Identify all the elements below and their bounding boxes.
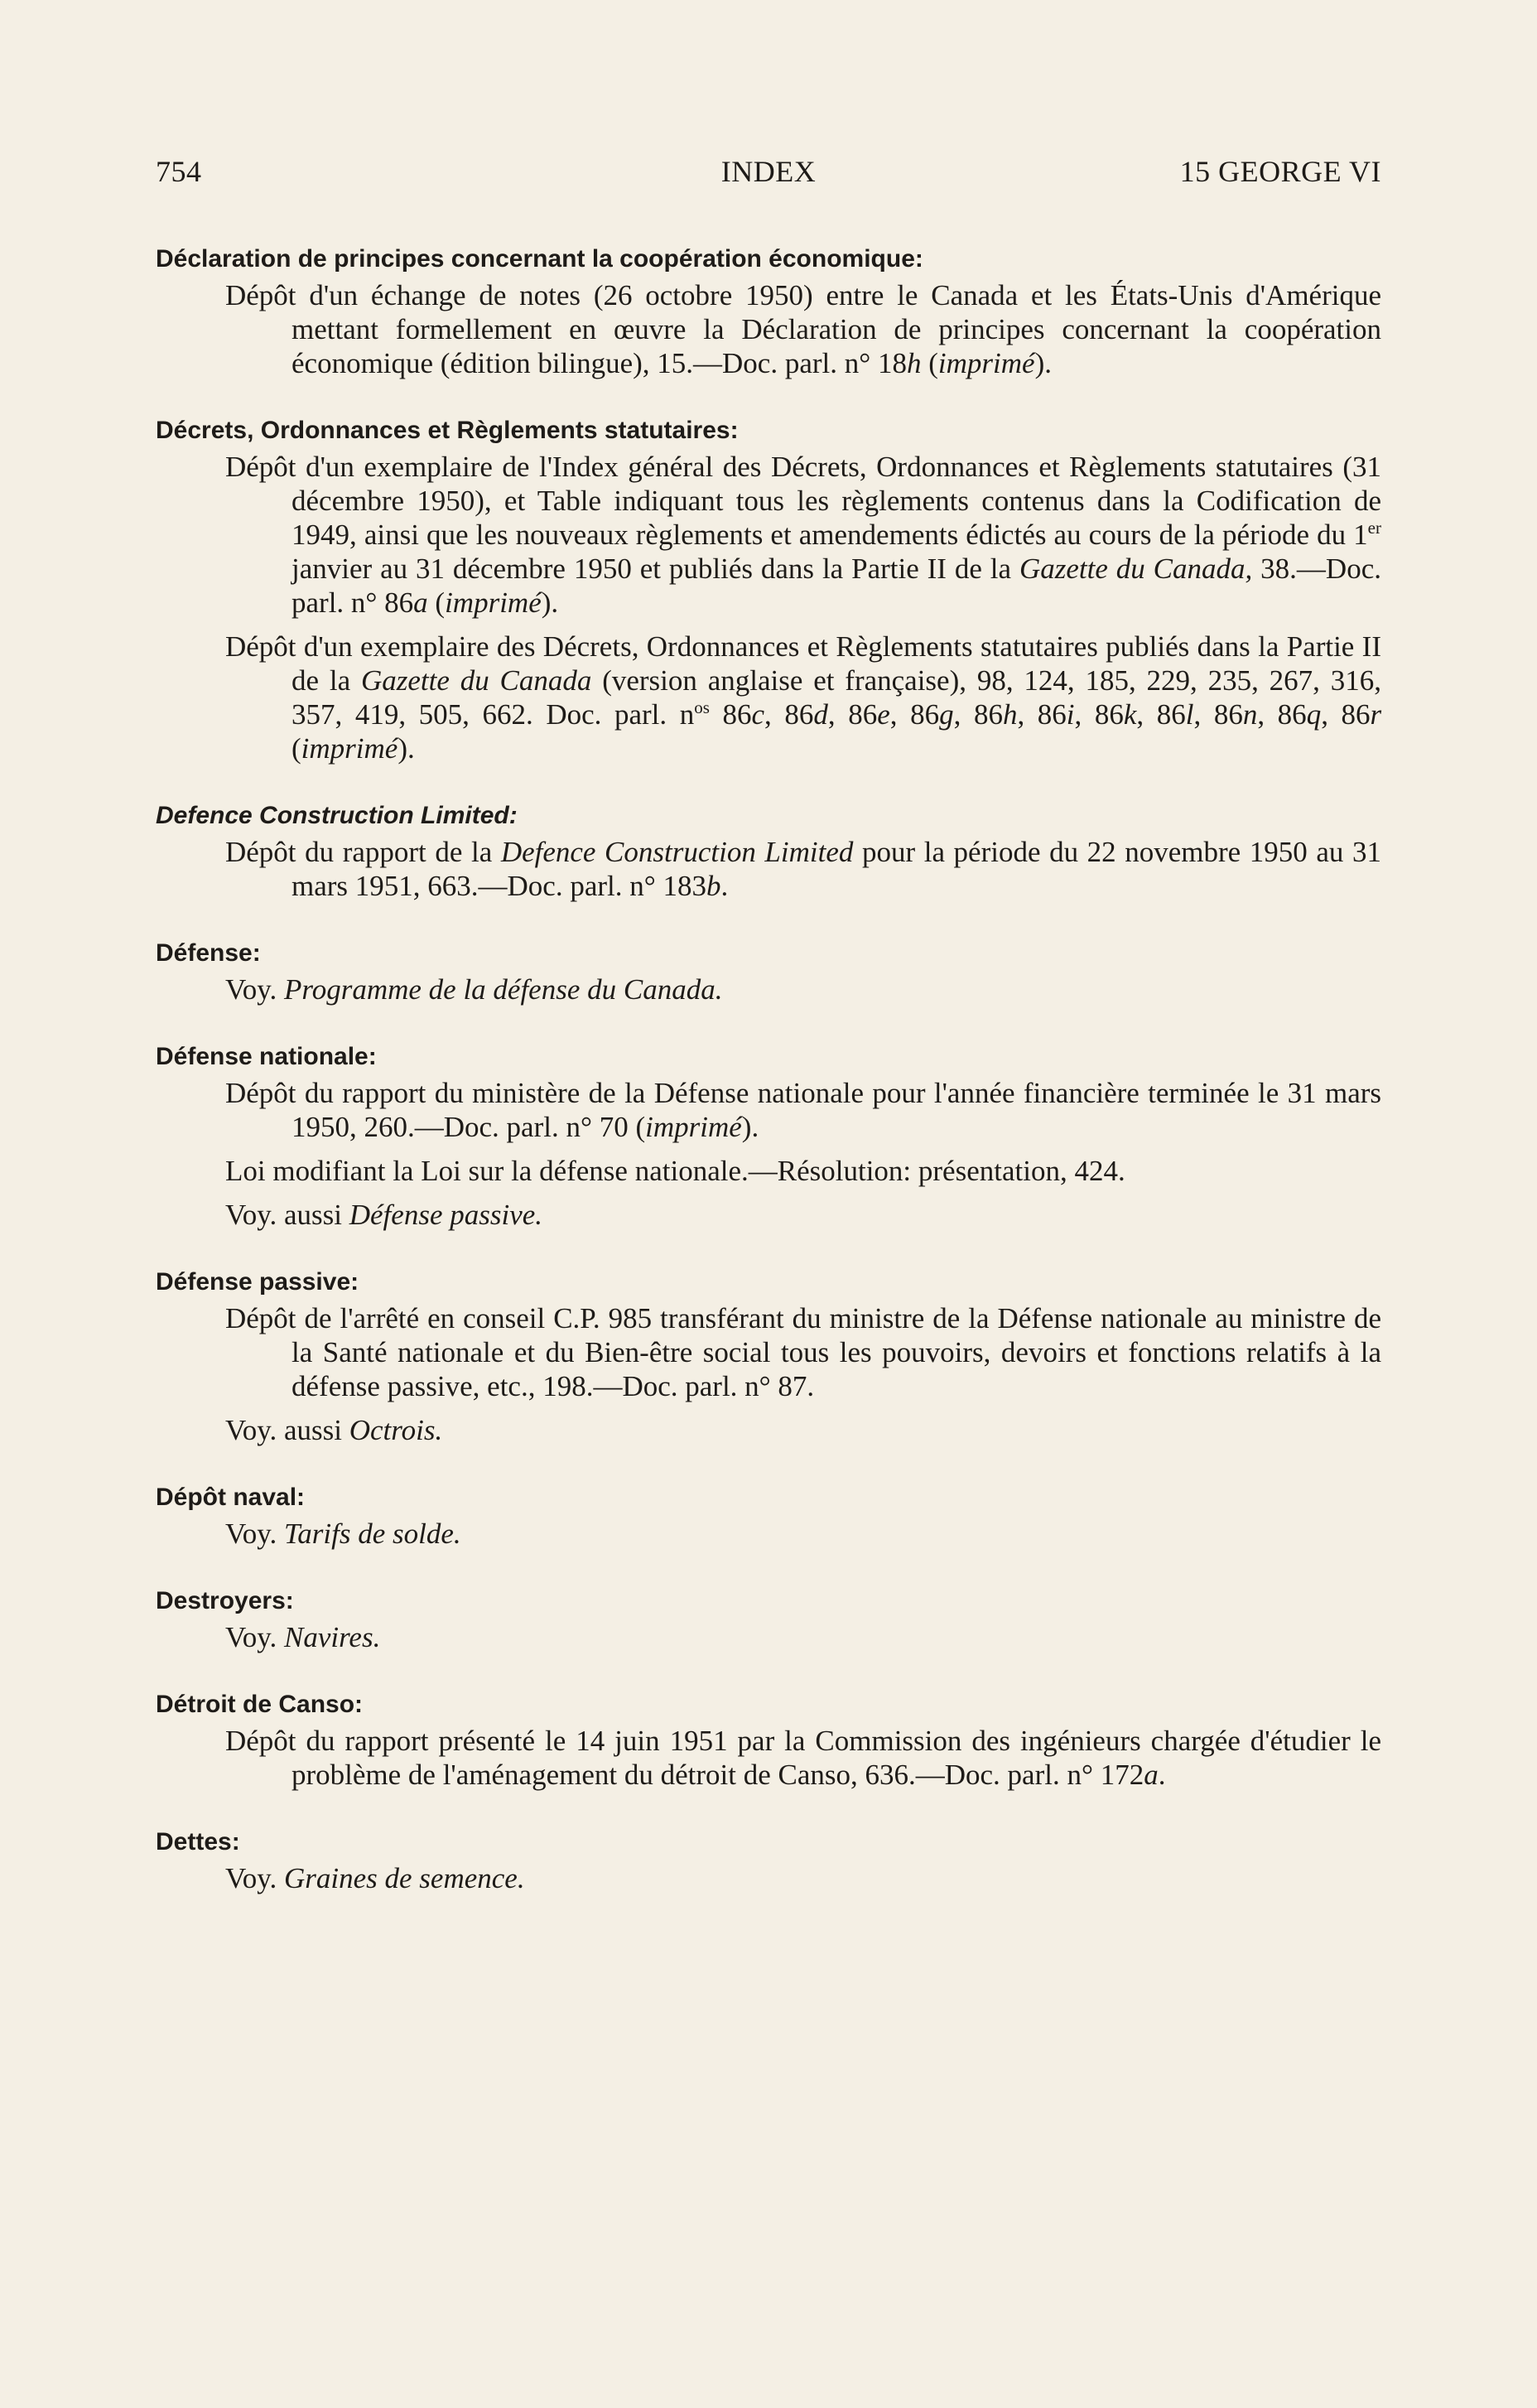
index-entry (156, 1825, 1381, 1895)
text-run: janvier au 31 décembre 1950 et publiés dans la Partie II de la (292, 553, 1019, 585)
text-run: , 86 (1136, 698, 1186, 731)
text-run: , 86 (889, 698, 940, 731)
entry-heading: Défense nationale: (156, 1043, 377, 1070)
italic-text: a (1144, 1759, 1159, 1791)
index-entry (156, 799, 1381, 903)
text-run: Voy. aussi (225, 1414, 349, 1446)
text-run: , 86 (1017, 698, 1067, 731)
text-run: Dépôt de l'arrêté en conseil C.P. 985 transférant du ministre de la Défense nationale au ministre de la Santé nationale et du Bien-être social tous les pouvoirs, devoirs et fonctions relatifs à la défense passive, etc., 198.—Doc. parl. n° 87. (225, 1302, 1381, 1402)
entry-paragraph (156, 450, 1381, 620)
entry-heading: Déclaration de principes concernant la coopération économique: (156, 245, 923, 273)
entry-paragraph (156, 1724, 1381, 1792)
entry-paragraph (156, 1413, 1381, 1447)
text-run: ( (292, 732, 301, 765)
text-run: Voy. (225, 1621, 284, 1653)
italic-text: Défense passive. (349, 1199, 543, 1231)
italic-text: Graines de semence. (284, 1862, 525, 1894)
text-run: 38.—Doc. parl. n° 86 (292, 553, 1381, 619)
text-run: Loi modifiant la Loi sur la défense nationale.—Résolution: présentation, 424. (225, 1155, 1125, 1187)
text-run: ). (398, 732, 415, 765)
reign-label: 15 GEORGE VI (1179, 155, 1381, 188)
index-entries (156, 242, 1381, 1928)
text-run: ). (1034, 347, 1052, 379)
italic-text: k (1123, 698, 1137, 731)
text-run: , 86 (1257, 698, 1307, 731)
entry-heading: Dépôt naval: (156, 1484, 306, 1511)
italic-text: imprimé (645, 1111, 742, 1143)
italic-text: l (1185, 698, 1194, 731)
text-run: , 86 (827, 698, 878, 731)
text-run: , 86 (1321, 698, 1371, 731)
entry-paragraph (156, 1198, 1381, 1232)
italic-text: r (1370, 698, 1382, 731)
italic-text: Defence Construction Limited (500, 836, 854, 868)
text-run: Dépôt du rapport du ministère de la Défense nationale pour l'année financière terminée le 31 mars 1950, 260.—Doc. parl. n° 70 ( (225, 1077, 1381, 1143)
index-entry (156, 242, 1381, 380)
entry-paragraph (156, 278, 1381, 380)
index-entry (156, 936, 1381, 1006)
text-run: ). (541, 586, 559, 619)
text-run: Voy. (225, 1862, 284, 1894)
entry-paragraph (156, 1076, 1381, 1144)
page-number: 754 (156, 155, 202, 188)
italic-text: Gazette du Canada, (1019, 553, 1253, 585)
index-entry (156, 413, 1381, 765)
entry-paragraph (156, 1517, 1381, 1551)
italic-text: a (413, 586, 428, 619)
italic-text: c (751, 698, 765, 731)
text-run: ( (921, 347, 938, 379)
entry-paragraph (156, 1154, 1381, 1188)
index-entry (156, 1584, 1381, 1654)
text-run: , 86 (764, 698, 814, 731)
index-entry (156, 1687, 1381, 1792)
superscript-text: er (1367, 518, 1381, 538)
text-run: Dépôt d'un exemplaire de l'Index général des Décrets, Ordonnances et Règlements statutaires (31 décembre 1950), et Table indiquant tous les règlements contenus dans la Codification de 1949, ainsi que les nouveaux règlements et amendements édictés au cours de la période du 1 (225, 451, 1381, 551)
text-run: . (720, 870, 729, 902)
italic-text: Programme de la défense du Canada. (284, 973, 723, 1006)
text-run: Voy. (225, 973, 284, 1006)
text-run: ( (427, 586, 446, 619)
italic-text: g (939, 698, 954, 731)
italic-text: Octrois. (349, 1414, 443, 1446)
text-run: pour la période du 22 novembre 1950 au 31 mars 1951, 663.—Doc. parl. n° 183 (292, 836, 1381, 902)
entry-paragraph (156, 972, 1381, 1006)
italic-text: e (877, 698, 890, 731)
entry-heading: Détroit de Canso: (156, 1691, 364, 1718)
italic-text: Navires. (284, 1621, 381, 1653)
italic-text: imprimé (445, 586, 542, 619)
entry-paragraph (156, 630, 1381, 765)
italic-text: q (1306, 698, 1322, 731)
entry-paragraph (156, 1861, 1381, 1895)
text-run: Dépôt d'un exemplaire des Décrets, Ordonnances et Règlements statutaires publiés dans la Partie II de la (225, 630, 1381, 697)
entry-heading: Dettes: (156, 1828, 240, 1855)
text-run: ). (741, 1111, 759, 1143)
entry-heading: Décrets, Ordonnances et Règlements statutaires: (156, 417, 739, 444)
entry-heading: Defence Construction Limited: (156, 802, 518, 829)
italic-text: imprimé (301, 732, 398, 765)
text-run: Dépôt d'un échange de notes (26 octobre 1950) entre le Canada et les États-Unis d'Amérique mettant formellement en œuvre la Déclaration de principes concernant la coopération économique (édition bilingue), 15.—Doc. parl. n° 18 (225, 279, 1381, 379)
italic-text: n (1242, 698, 1258, 731)
text-run: , 86 (1074, 698, 1124, 731)
text-run: , 86 (953, 698, 1003, 731)
running-title: INDEX (720, 155, 817, 188)
index-entry (156, 1265, 1381, 1447)
entry-heading: Destroyers: (156, 1587, 294, 1614)
italic-text: Gazette du Canada (360, 664, 592, 697)
page-header (156, 154, 1381, 200)
text-run: (version anglaise et française), 98, 124, 185, 229, 235, 267, 316, 357, 419, 505, 662. Doc. parl. n (292, 664, 1382, 731)
text-run: . (1158, 1759, 1166, 1791)
italic-text: h (1002, 698, 1018, 731)
entry-paragraph (156, 835, 1381, 903)
text-run: Voy. aussi (225, 1199, 349, 1231)
italic-text: b (706, 870, 721, 902)
text-run: Voy. (225, 1518, 284, 1550)
entry-paragraph (156, 1301, 1381, 1403)
italic-text: d (813, 698, 828, 731)
italic-text: imprimé (937, 347, 1035, 379)
italic-text: Tarifs de solde. (284, 1518, 461, 1550)
entry-heading: Défense passive: (156, 1268, 359, 1296)
index-entry (156, 1480, 1381, 1551)
entry-paragraph (156, 1620, 1381, 1654)
index-entry (156, 1040, 1381, 1232)
text-run: , 86 (1193, 698, 1243, 731)
superscript-text: os (694, 697, 710, 717)
entry-heading: Défense: (156, 939, 261, 967)
text-run: Dépôt du rapport présenté le 14 juin 1951 par la Commission des ingénieurs chargée d'étudier le problème de l'aménagement du détroit de Canso, 636.—Doc. parl. n° 172 (225, 1725, 1381, 1791)
italic-text: i (1066, 698, 1075, 731)
text-run: 86 (709, 698, 752, 731)
italic-text: h (907, 347, 922, 379)
text-run: Dépôt du rapport de la (225, 836, 501, 868)
